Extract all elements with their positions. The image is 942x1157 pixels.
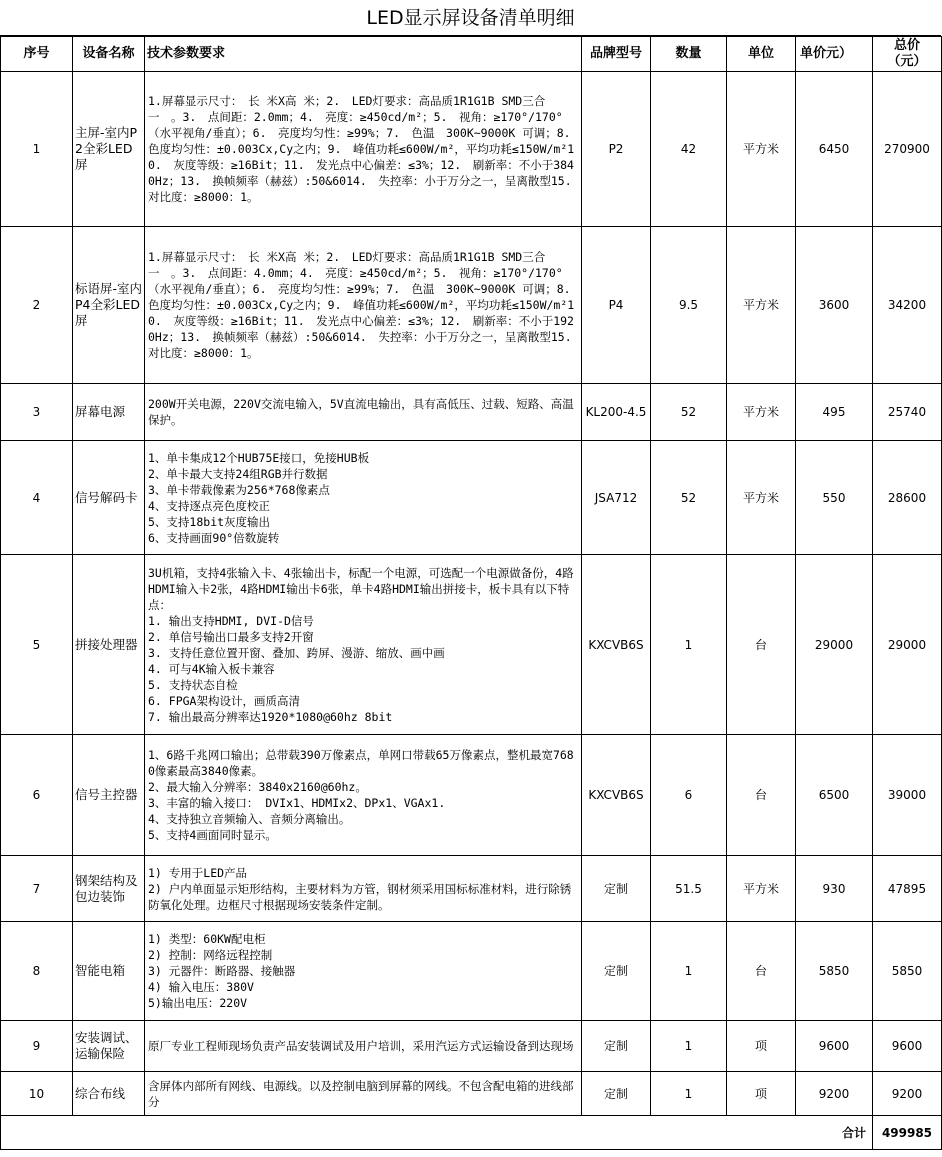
table-row [1, 1021, 942, 1072]
cell-price: 6450 [796, 72, 873, 227]
cell-price: 550 [796, 441, 873, 555]
table-row [1, 1072, 942, 1116]
cell-name: 拼接处理器 [73, 555, 145, 735]
cell-brand: KXCVB6S [582, 555, 651, 735]
cell-total: 39000 [873, 735, 942, 856]
cell-total: 9200 [873, 1072, 942, 1116]
cell-name: 综合布线 [73, 1072, 145, 1116]
cell-brand: KXCVB6S [582, 735, 651, 856]
cell-name: 屏幕电源 [73, 384, 145, 441]
cell-spec: 1) 类型：60KW配电柜 2) 控制：网络远程控制 3) 元器件：断路器、接触器 4) 输入电压：380V 5)输出电压：220V [145, 922, 582, 1021]
cell-spec: 3U机箱，支持4张输入卡、4张输出卡，标配一个电源，可选配一个电源做备份，4路HDMI输入卡2张，4路HDMI输出卡6张，单卡4路HDMI输出拼接卡，板卡具有以下特点： 1. 输出支持HDMI, DVI-D信号 2. 单信号输出口最多支持2开窗 3. 支持任意位置开窗、叠加、跨屏、漫游、缩放、画中画 4. 可与4K输入板卡兼容 5. 支持状态自检 6. FPGA架构设计，画质高清 7. 输出最高分辨率达1920*1080@60hz 8bit [145, 555, 582, 735]
cell-name: 钢架结构及包边装饰 [73, 856, 145, 922]
cell-name: 智能电箱 [73, 922, 145, 1021]
table-row [1, 922, 942, 1021]
table-header-row [1, 37, 942, 72]
cell-spec: 原厂专业工程师现场负责产品安装调试及用户培训，采用汽运方式运输设备到达现场 [145, 1021, 582, 1072]
cell-unit: 台 [727, 735, 796, 856]
cell-name: 标语屏-室内P4全彩LED屏 [73, 227, 145, 384]
cell-total: 5850 [873, 922, 942, 1021]
cell-index: 1 [1, 72, 73, 227]
cell-index: 4 [1, 441, 73, 555]
cell-qty: 6 [651, 735, 727, 856]
cell-total: 34200 [873, 227, 942, 384]
cell-total: 25740 [873, 384, 942, 441]
cell-qty: 1 [651, 1072, 727, 1116]
cell-spec: 1.屏幕显示尺寸： 长 米X高 米；2. LED灯要求：高品质1R1G1B SMD三合一 。3. 点间距：4.0mm；4. 亮度：≥450cd/m²；5. 视角：≥170°/170°（水平视角/垂直）；6. 亮度均匀性：≥99%；7. 色温 300K~9000K 可调；8. 色度均匀性：±0.003Cx,Cy之内；9. 峰值功耗≤600W/m²，平均功耗≤150W/m²10. 灰度等级：≥16Bit；11. 发光点中心偏差：≤3%；12. 刷新率：不小于1920Hz；13. 换帧频率（赫兹）:50&6014. 失控率：小于万分之一，呈离散型15. 对比度：≥8000：1。 [145, 227, 582, 384]
cell-qty: 52 [651, 384, 727, 441]
cell-unit: 平方米 [727, 384, 796, 441]
cell-qty: 1 [651, 555, 727, 735]
cell-total: 9600 [873, 1021, 942, 1072]
table-row [1, 384, 942, 441]
cell-index: 5 [1, 555, 73, 735]
cell-total: 29000 [873, 555, 942, 735]
cell-qty: 52 [651, 441, 727, 555]
cell-spec: 200W开关电源，220V交流电输入，5V直流电输出，具有高低压、过载、短路、高温保护。 [145, 384, 582, 441]
cell-qty: 42 [651, 72, 727, 227]
cell-unit: 项 [727, 1072, 796, 1116]
cell-index: 10 [1, 1072, 73, 1116]
cell-index: 7 [1, 856, 73, 922]
cell-brand: 定制 [582, 856, 651, 922]
cell-price: 29000 [796, 555, 873, 735]
header-brand: 品牌型号 [582, 37, 651, 72]
cell-unit: 平方米 [727, 72, 796, 227]
cell-qty: 1 [651, 922, 727, 1021]
cell-qty: 1 [651, 1021, 727, 1072]
cell-name: 信号主控器 [73, 735, 145, 856]
cell-name: 主屏-室内P2全彩LED屏 [73, 72, 145, 227]
cell-unit: 台 [727, 555, 796, 735]
header-name: 设备名称 [73, 37, 145, 72]
cell-price: 495 [796, 384, 873, 441]
cell-price: 930 [796, 856, 873, 922]
cell-unit: 台 [727, 922, 796, 1021]
cell-spec: 1、单卡集成12个HUB75E接口，免接HUB板 2、单卡最大支持24组RGB并行数据 3、单卡带载像素为256*768像素点 4、支持逐点亮色度校正 5、支持18bit灰度输出 6、支持画面90°倍数旋转 [145, 441, 582, 555]
header-qty: 数量 [651, 37, 727, 72]
header-spec: 技术参数要求 [145, 37, 582, 72]
table-row [1, 555, 942, 735]
page-title: LED显示屏设备清单明细 [0, 0, 941, 36]
cell-spec: 1、6路千兆网口输出；总带载390万像素点，单网口带载65万像素点，整机最宽7680像素最高3840像素。 2、最大输入分辨率：3840x2160@60hz。 3、丰富的输入接口： DVIx1、HDMIx2、DPx1、VGAx1. 4、支持独立音频输入、音频分离输出。 5、支持4画面同时显示。 [145, 735, 582, 856]
cell-price: 9200 [796, 1072, 873, 1116]
cell-index: 6 [1, 735, 73, 856]
cell-name: 安装调试、运输保险 [73, 1021, 145, 1072]
cell-spec: 1.屏幕显示尺寸： 长 米X高 米；2. LED灯要求：高品质1R1G1B SMD三合一 。3. 点间距：2.0mm；4. 亮度：≥450cd/m²；5. 视角：≥170°/170°（水平视角/垂直）；6. 亮度均匀性：≥99%；7. 色温 300K~9000K 可调；8. 色度均匀性：±0.003Cx,Cy之内；9. 峰值功耗≤600W/m²，平均功耗≤150W/m²10. 灰度等级：≥16Bit；11. 发光点中心偏差：≤3%；12. 刷新率：不小于3840Hz；13. 换帧频率（赫兹）:50&6014. 失控率：小于万分之一，呈离散型15. 对比度：≥8000：1。 [145, 72, 582, 227]
cell-name: 信号解码卡 [73, 441, 145, 555]
cell-unit: 项 [727, 1021, 796, 1072]
header-total-line2: （元） [887, 54, 927, 69]
cell-total: 47895 [873, 856, 942, 922]
header-index: 序号 [1, 37, 73, 72]
table-row [1, 441, 942, 555]
cell-brand: 定制 [582, 1072, 651, 1116]
cell-price: 9600 [796, 1021, 873, 1072]
cell-price: 6500 [796, 735, 873, 856]
cell-spec: 1) 专用于LED产品 2) 户内单面显示矩形结构，主要材料为方管，钢材须采用国标标准材料，进行除锈防氧化处理。边框尺寸根据现场安装条件定制。 [145, 856, 582, 922]
cell-spec: 含屏体内部所有网线、电源线。以及控制电脑到屏幕的网线。不包含配电箱的进线部分 [145, 1072, 582, 1116]
cell-brand: JSA712 [582, 441, 651, 555]
cell-brand: KL200-4.5 [582, 384, 651, 441]
table-row [1, 856, 942, 922]
cell-brand: P4 [582, 227, 651, 384]
cell-index: 9 [1, 1021, 73, 1072]
cell-brand: 定制 [582, 1021, 651, 1072]
cell-index: 3 [1, 384, 73, 441]
cell-unit: 平方米 [727, 856, 796, 922]
table-row [1, 735, 942, 856]
cell-index: 8 [1, 922, 73, 1021]
summary-value: 499985 [873, 1116, 942, 1150]
cell-total: 28600 [873, 441, 942, 555]
header-unit-price: 单价元） [796, 37, 873, 72]
cell-qty: 9.5 [651, 227, 727, 384]
header-total-line1: 总价 [893, 38, 920, 53]
cell-qty: 51.5 [651, 856, 727, 922]
cell-brand: 定制 [582, 922, 651, 1021]
equipment-table [0, 36, 942, 1150]
cell-unit: 平方米 [727, 227, 796, 384]
cell-unit: 平方米 [727, 441, 796, 555]
cell-price: 3600 [796, 227, 873, 384]
header-unit: 单位 [727, 37, 796, 72]
cell-index: 2 [1, 227, 73, 384]
summary-label: 合计 [1, 1116, 873, 1150]
summary-row [1, 1116, 942, 1150]
table-row [1, 72, 942, 227]
header-total [873, 37, 942, 72]
cell-total: 270900 [873, 72, 942, 227]
table-row [1, 227, 942, 384]
cell-brand: P2 [582, 72, 651, 227]
cell-price: 5850 [796, 922, 873, 1021]
